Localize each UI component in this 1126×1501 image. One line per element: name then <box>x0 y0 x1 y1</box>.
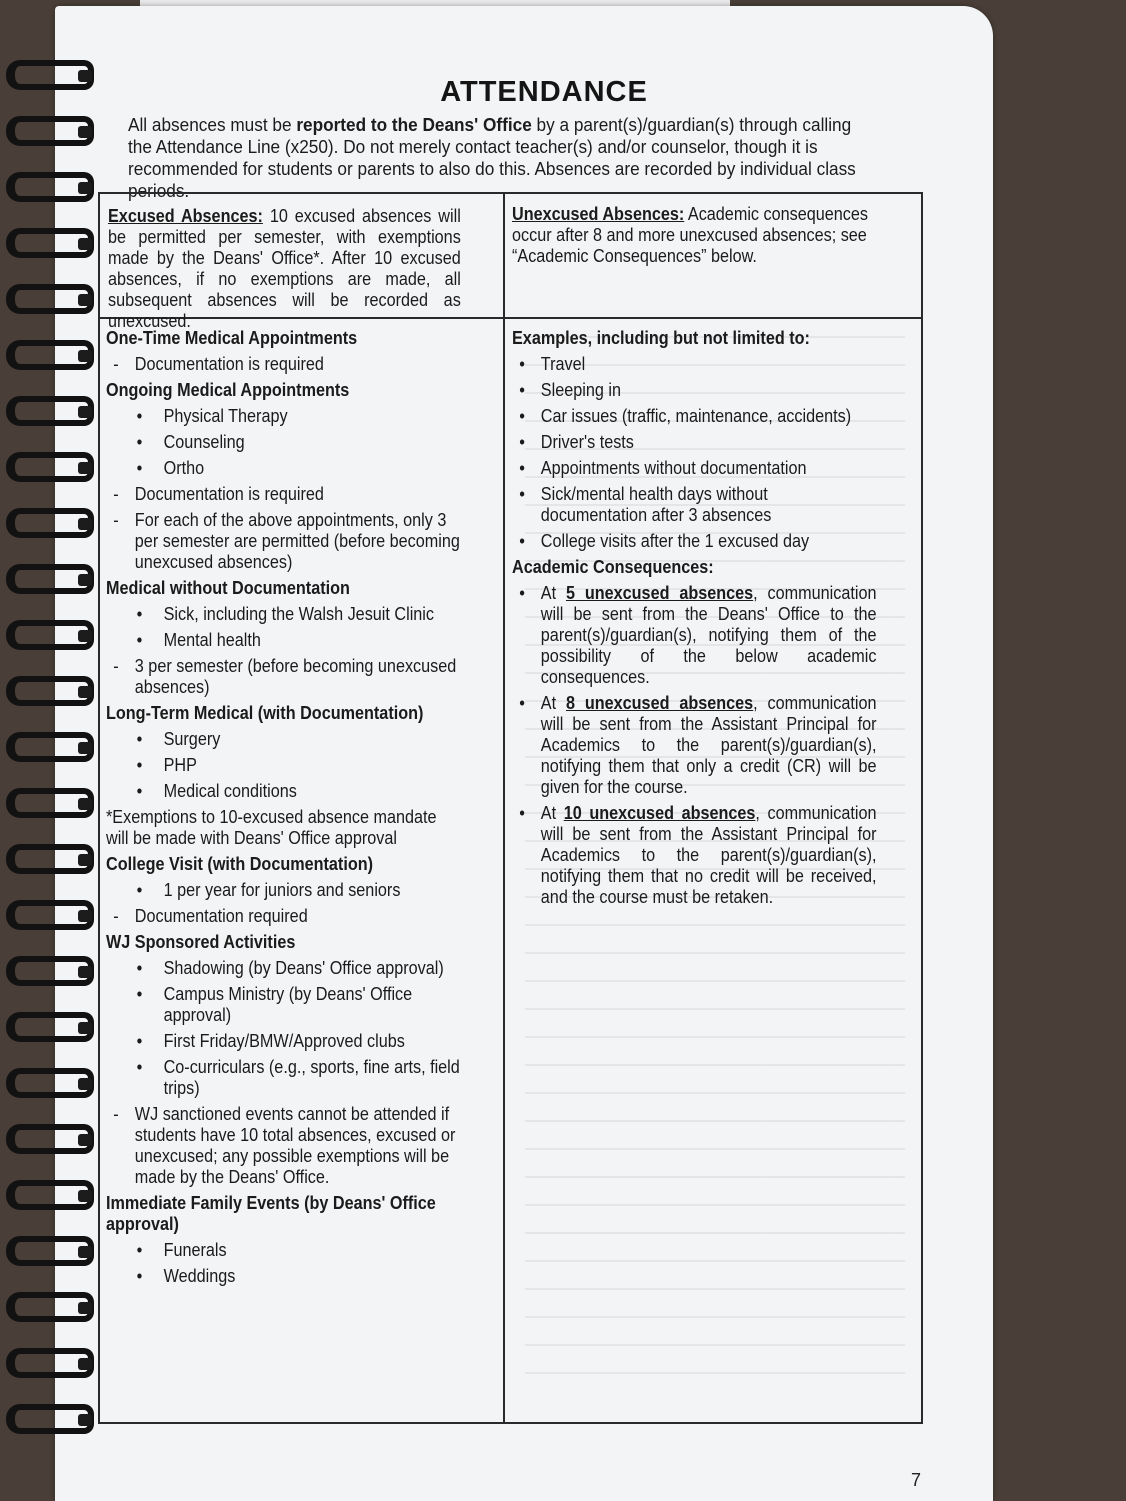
spiral-ring <box>6 452 94 482</box>
spiral-binding <box>0 60 95 1460</box>
list-item <box>106 1104 462 1188</box>
dash-marker: - <box>113 510 119 530</box>
one-time-medical-heading: One-Time Medical Appointments <box>106 328 358 348</box>
bullet-marker: • <box>519 484 525 504</box>
dash-marker: - <box>113 484 119 504</box>
consequence-prefix: At <box>540 803 564 823</box>
bullet-marker: • <box>519 458 525 478</box>
list-item-text: College visits after the 1 excused day <box>540 531 810 551</box>
spiral-ring <box>6 956 94 986</box>
list-item <box>106 755 462 776</box>
spiral-ring <box>6 1068 94 1098</box>
page-number: 7 <box>910 1470 921 1490</box>
spiral-ring <box>6 172 94 202</box>
list-item-text: WJ sanctioned events cannot be attended if students have 10 total absences, excused or unexcused; any possible exemptions will be made by the Deans' Office. <box>134 1104 456 1187</box>
intro-text-b: by a parent(s)/guardian(s) through calling the Attendance Line (x250). Do not merely contact teacher(s) and/or counselor, though it is recommended for students or parents to also do this. Absences are recorded by individual class periods. <box>128 114 856 201</box>
bullet-marker: • <box>136 958 143 978</box>
list-item-text: Ortho <box>163 458 205 478</box>
notebook-page <box>55 6 993 1501</box>
list-item <box>106 432 462 453</box>
list-item <box>106 354 462 375</box>
list-item-text: Sick, including the Walsh Jesuit Clinic <box>163 604 435 624</box>
list-item <box>106 1240 462 1261</box>
consequence-prefix: At <box>540 583 566 603</box>
immediate-family-events-heading: Immediate Family Events (by Deans' Office approval) <box>106 1193 436 1234</box>
bullet-marker: • <box>519 803 525 823</box>
list-item <box>106 510 462 573</box>
list-item-text: Car issues (traffic, maintenance, accidents) <box>540 406 852 426</box>
bullet-marker: • <box>519 354 525 374</box>
list-item <box>106 958 462 979</box>
bullet-marker: • <box>519 693 525 713</box>
unexcused-heading: Unexcused Absences: <box>512 204 685 224</box>
list-item <box>106 729 462 750</box>
list-item <box>106 880 462 901</box>
list-item <box>106 630 462 651</box>
bullet-marker: • <box>136 1031 143 1051</box>
academic-consequences-heading: Academic Consequences: <box>512 557 714 577</box>
list-item-text: PHP <box>163 755 197 775</box>
intro-text-bold: reported to the Deans' Office <box>296 114 532 135</box>
list-item-text: Campus Ministry (by Deans' Office approval) <box>163 984 413 1025</box>
list-item <box>106 406 462 427</box>
spiral-ring <box>6 116 94 146</box>
bullet-marker: • <box>136 984 143 1004</box>
bullet-marker: • <box>136 1240 143 1260</box>
unexcused-absences-text <box>512 204 877 267</box>
spiral-ring <box>6 1236 94 1266</box>
dash-marker: - <box>113 354 119 374</box>
list-item-text: Surgery <box>163 729 221 749</box>
list-item <box>106 984 462 1026</box>
list-item-text: Driver's tests <box>540 432 634 452</box>
consequence-threshold: 8 unexcused absences <box>565 693 754 713</box>
list-item-text: Sleeping in <box>540 380 621 400</box>
list-item-text: Documentation is required <box>134 354 324 374</box>
bullet-marker: • <box>136 406 143 426</box>
list-item-text: Shadowing (by Deans' Office approval) <box>163 958 444 978</box>
bullet-marker: • <box>519 380 525 400</box>
list-item-text: First Friday/BMW/Approved clubs <box>163 1031 405 1051</box>
spiral-ring <box>6 844 94 874</box>
consequence-text <box>541 693 877 798</box>
exemption-note: *Exemptions to 10-excused absence mandate will be made with Deans' Office approval <box>106 807 437 848</box>
bullet-marker: • <box>136 880 143 900</box>
unexcused-details-column <box>512 324 917 913</box>
consequence-text <box>541 583 877 688</box>
list-item <box>512 458 877 479</box>
bullet-marker: • <box>519 583 525 603</box>
list-item-text: Co-curriculars (e.g., sports, fine arts, field trips) <box>163 1057 460 1098</box>
spiral-ring <box>6 1348 94 1378</box>
examples-heading: Examples, including but not limited to: <box>512 328 810 348</box>
spiral-ring <box>6 676 94 706</box>
list-item <box>512 354 877 375</box>
bullet-marker: • <box>136 458 143 478</box>
list-item-text: Funerals <box>163 1240 227 1260</box>
spiral-ring <box>6 732 94 762</box>
list-item-text: Counseling <box>163 432 245 452</box>
spiral-ring <box>6 1012 94 1042</box>
list-item <box>106 604 462 625</box>
spiral-ring <box>6 1292 94 1322</box>
dash-marker: - <box>113 656 119 676</box>
list-item <box>106 1057 462 1099</box>
bullet-marker: • <box>519 432 525 452</box>
list-item <box>512 406 877 427</box>
spiral-ring <box>6 1124 94 1154</box>
attendance-table <box>98 192 923 1424</box>
consequence-description: , communication will be sent from the Assistant Principal for Academics to the parent(s)/guardian(s), notifying them that no credit will be received, and the course must be retaken. <box>540 803 877 907</box>
spiral-ring <box>6 788 94 818</box>
excused-absences-cell <box>108 206 500 332</box>
bullet-marker: • <box>519 406 525 426</box>
list-item <box>106 906 462 927</box>
intro-paragraph <box>128 114 872 202</box>
spiral-ring <box>6 228 94 258</box>
list-item <box>106 458 462 479</box>
list-item <box>106 1266 462 1287</box>
wj-sponsored-activities-heading: WJ Sponsored Activities <box>106 932 296 952</box>
spiral-ring <box>6 396 94 426</box>
page-title: ATTENDANCE <box>440 76 648 108</box>
bullet-marker: • <box>136 630 143 650</box>
medical-without-documentation-heading: Medical without Documentation <box>106 578 350 598</box>
consequence-prefix: At <box>540 693 566 713</box>
bullet-marker: • <box>519 531 525 551</box>
spiral-ring <box>6 340 94 370</box>
excused-heading: Excused Absences: <box>108 206 263 226</box>
list-item <box>512 380 877 401</box>
bullet-marker: • <box>136 1057 143 1077</box>
spiral-ring <box>6 620 94 650</box>
list-item-text: Weddings <box>163 1266 236 1286</box>
list-item-text: Appointments without documentation <box>540 458 807 478</box>
consequence-item <box>512 693 877 798</box>
college-visit-heading: College Visit (with Documentation) <box>106 854 374 874</box>
spiral-ring <box>6 564 94 594</box>
spiral-ring <box>6 900 94 930</box>
excused-details-column <box>106 324 501 1292</box>
spiral-ring <box>6 1404 94 1434</box>
consequence-item <box>512 583 877 688</box>
list-item-text: 3 per semester (before becoming unexcused absences) <box>134 656 457 697</box>
consequence-description: , communication will be sent from the Deans' Office to the parent(s)/guardian(s), notifying them of the possibility of the below academic consequences. <box>540 583 877 687</box>
unexcused-details-content <box>512 328 877 908</box>
bullet-marker: • <box>136 604 143 624</box>
consequence-threshold: 5 unexcused absences <box>565 583 754 603</box>
unexcused-absences-cell <box>512 204 917 267</box>
spiral-ring <box>6 284 94 314</box>
excused-absences-text <box>108 206 461 332</box>
bullet-marker: • <box>136 729 143 749</box>
unexcused-description: Academic consequences occur after 8 and more unexcused absences; see “Academic Consequences” below. <box>512 204 869 266</box>
list-item <box>106 1031 462 1052</box>
bullet-marker: • <box>136 781 143 801</box>
list-item <box>106 484 462 505</box>
list-item <box>512 531 877 552</box>
excused-description: 10 excused absences will be permitted per semester, with exemptions made by the Deans' Office*. After 10 excused absences, if no exemptions are made, all subsequent absences will be recorded as unexcused. <box>108 206 461 331</box>
spiral-ring <box>6 508 94 538</box>
list-item-text: Mental health <box>163 630 261 650</box>
bullet-marker: • <box>136 755 143 775</box>
dash-marker: - <box>113 1104 119 1124</box>
spiral-ring <box>6 60 94 90</box>
table-column-divider <box>503 194 505 1422</box>
excused-details-content <box>106 328 462 1287</box>
list-item-text: Sick/mental health days without documentation after 3 absences <box>540 484 772 525</box>
dash-marker: - <box>113 906 119 926</box>
list-item <box>106 781 462 802</box>
consequence-text <box>541 803 877 908</box>
long-term-medical-heading: Long-Term Medical (with Documentation) <box>106 703 424 723</box>
bullet-marker: • <box>136 432 143 452</box>
consequence-threshold: 10 unexcused absences <box>563 803 756 823</box>
consequence-item <box>512 803 877 908</box>
list-item <box>512 432 877 453</box>
list-item-text: Travel <box>540 354 586 374</box>
list-item-text: Medical conditions <box>163 781 297 801</box>
list-item <box>512 484 877 526</box>
list-item-text: Documentation is required <box>134 484 324 504</box>
intro-text-a: All absences must be <box>128 114 297 135</box>
consequence-description: , communication will be sent from the Assistant Principal for Academics to the parent(s)/guardian(s), notifying them that only a credit (CR) will be given for the course. <box>540 693 877 797</box>
ongoing-medical-heading: Ongoing Medical Appointments <box>106 380 350 400</box>
bullet-marker: • <box>136 1266 143 1286</box>
list-item-text: 1 per year for juniors and seniors <box>163 880 401 900</box>
list-item <box>106 656 462 698</box>
spiral-ring <box>6 1180 94 1210</box>
list-item-text: Documentation required <box>134 906 308 926</box>
list-item-text: Physical Therapy <box>163 406 288 426</box>
list-item-text: For each of the above appointments, only 3 per semester are permitted (before becoming unexcused absences) <box>134 510 460 572</box>
